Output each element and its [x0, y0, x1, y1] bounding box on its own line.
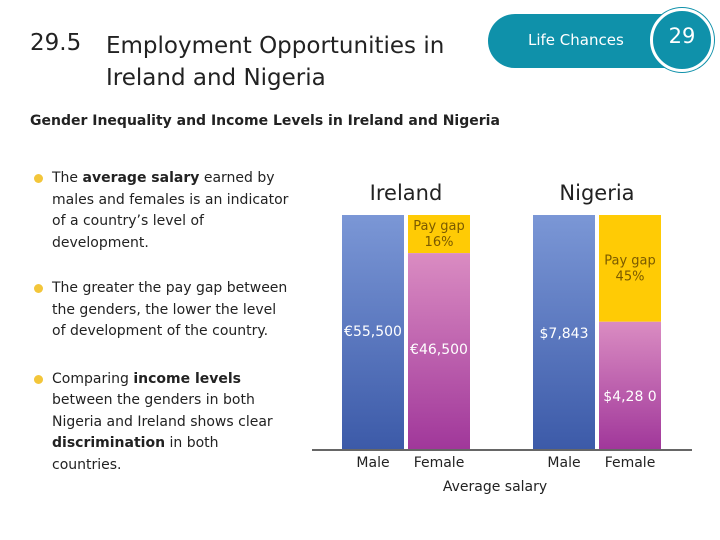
- x-tick-label: Male: [356, 455, 390, 471]
- country-title: Ireland: [369, 181, 443, 205]
- x-tick-label: Female: [413, 455, 465, 471]
- x-tick-label: Male: [547, 455, 581, 471]
- salary-bar-chart: [300, 170, 696, 500]
- bullet-text: The average salary earned by males and females is an indicator of a country’s level of development.: [52, 170, 289, 251]
- x-tick-label: Female: [604, 455, 656, 471]
- page-title: Employment Opportunities in Ireland and Nigeria: [106, 33, 445, 91]
- section-number: 29.5: [30, 30, 82, 56]
- page-number: 29: [668, 24, 696, 48]
- bar-female: [599, 322, 661, 450]
- pay-gap-percent-label: 16%: [424, 235, 454, 251]
- bullet-dot-icon: [34, 284, 43, 293]
- chapter-banner-label: Life Chances: [528, 31, 624, 49]
- country-title: Nigeria: [559, 181, 635, 205]
- bullet-item: [34, 168, 290, 254]
- section-subtitle: Gender Inequality and Income Levels in Ireland and Nigeria: [30, 113, 500, 129]
- pay-gap-percent-label: 45%: [615, 269, 645, 285]
- bullet-dot-icon: [34, 375, 43, 384]
- bullet-item: [34, 369, 290, 477]
- bullet-list: [34, 168, 290, 476]
- x-axis-label: Average salary: [442, 479, 548, 495]
- bullet-item: [34, 278, 290, 343]
- male-salary-label: €55,500: [344, 324, 402, 340]
- pay-gap-label: Pay gap: [604, 253, 656, 269]
- bullet-text: Comparing income levels between the genders in both Nigeria and Ireland shows clear discrimination in both countries.: [52, 370, 273, 473]
- pay-gap-label: Pay gap: [413, 219, 465, 235]
- bullet-dot-icon: [34, 174, 43, 183]
- male-salary-label: $7,843: [539, 326, 589, 342]
- female-salary-label: €46,500: [410, 342, 468, 358]
- female-salary-label: $4,28 0: [603, 389, 657, 405]
- bullet-text: The greater the pay gap between the genders, the lower the level of development of the country.: [52, 280, 288, 339]
